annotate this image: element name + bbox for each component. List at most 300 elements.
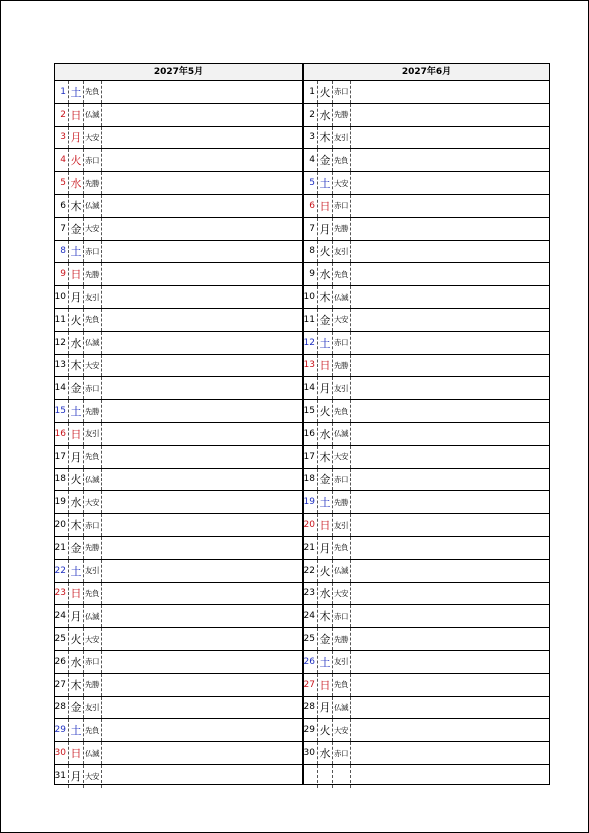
weekday: 木 xyxy=(69,674,84,696)
memo-cell[interactable] xyxy=(351,195,549,217)
rokuyo: 大安 xyxy=(84,765,102,788)
memo-cell[interactable] xyxy=(351,172,549,194)
rokuyo: 先勝 xyxy=(333,491,351,513)
memo-cell[interactable] xyxy=(351,446,549,468)
day-row xyxy=(55,81,302,104)
day-number: 6 xyxy=(55,195,69,217)
day-number: 5 xyxy=(304,172,318,194)
weekday: 水 xyxy=(318,423,333,445)
rokuyo: 友引 xyxy=(333,241,351,263)
weekday: 月 xyxy=(318,377,333,399)
day-number: 2 xyxy=(304,104,318,126)
rokuyo: 先負 xyxy=(84,309,102,331)
day-row xyxy=(304,628,549,651)
memo-cell[interactable] xyxy=(102,104,302,126)
rokuyo: 赤口 xyxy=(333,469,351,491)
day-row xyxy=(304,674,549,697)
memo-cell[interactable] xyxy=(102,332,302,354)
day-number: 10 xyxy=(55,286,69,308)
weekday: 火 xyxy=(69,309,84,331)
rokuyo: 大安 xyxy=(84,628,102,650)
day-row xyxy=(304,560,549,583)
rokuyo: 赤口 xyxy=(84,377,102,399)
weekday: 水 xyxy=(69,651,84,673)
day-row xyxy=(304,332,549,355)
day-number: 13 xyxy=(55,355,69,377)
weekday: 火 xyxy=(318,719,333,741)
rokuyo: 赤口 xyxy=(84,149,102,171)
day-number: 11 xyxy=(304,309,318,331)
weekday: 土 xyxy=(318,491,333,513)
month-title: 2027年5月 xyxy=(55,64,302,81)
rokuyo: 先負 xyxy=(84,446,102,468)
day-number: 24 xyxy=(55,605,69,627)
weekday: 月 xyxy=(69,605,84,627)
rokuyo: 赤口 xyxy=(333,742,351,764)
rokuyo: 大安 xyxy=(333,172,351,194)
day-row xyxy=(304,719,549,742)
rokuyo: 先勝 xyxy=(84,674,102,696)
day-row xyxy=(55,560,302,583)
memo-cell[interactable] xyxy=(102,127,302,149)
day-row xyxy=(55,355,302,378)
memo-cell[interactable] xyxy=(351,514,549,536)
weekday: 金 xyxy=(69,537,84,559)
day-row xyxy=(304,537,549,560)
memo-cell[interactable] xyxy=(102,377,302,399)
rokuyo: 先勝 xyxy=(333,628,351,650)
memo-cell[interactable] xyxy=(351,537,549,559)
day-number: 14 xyxy=(55,377,69,399)
day-row xyxy=(55,446,302,469)
rokuyo: 友引 xyxy=(84,697,102,719)
memo-cell[interactable] xyxy=(102,651,302,673)
weekday: 月 xyxy=(69,765,84,788)
day-number: 15 xyxy=(55,400,69,422)
day-row xyxy=(55,218,302,241)
memo-cell[interactable] xyxy=(102,765,302,788)
day-row xyxy=(55,469,302,492)
day-row xyxy=(304,81,549,104)
weekday: 火 xyxy=(318,241,333,263)
day-number: 3 xyxy=(304,127,318,149)
day-row xyxy=(304,195,549,218)
day-number: 3 xyxy=(55,127,69,149)
day-row xyxy=(304,697,549,720)
rokuyo: 先勝 xyxy=(84,172,102,194)
day-number: 6 xyxy=(304,195,318,217)
day-number: 12 xyxy=(55,332,69,354)
day-row xyxy=(55,195,302,218)
day-row xyxy=(304,651,549,674)
day-row xyxy=(55,514,302,537)
rokuyo: 先負 xyxy=(84,81,102,103)
rokuyo: 仏滅 xyxy=(333,697,351,719)
day-row xyxy=(55,583,302,606)
day-row xyxy=(304,263,549,286)
month-may xyxy=(55,64,302,784)
rokuyo: 先勝 xyxy=(84,400,102,422)
day-row xyxy=(55,172,302,195)
memo-cell[interactable] xyxy=(351,332,549,354)
weekday: 火 xyxy=(318,400,333,422)
weekday: 日 xyxy=(318,674,333,696)
memo-cell[interactable] xyxy=(102,583,302,605)
rokuyo: 友引 xyxy=(84,286,102,308)
day-number: 19 xyxy=(55,491,69,513)
memo-cell[interactable] xyxy=(102,446,302,468)
day-row xyxy=(304,605,549,628)
day-row xyxy=(55,605,302,628)
day-number xyxy=(304,765,318,788)
weekday: 木 xyxy=(318,605,333,627)
memo-cell[interactable] xyxy=(351,81,549,103)
rokuyo: 友引 xyxy=(84,560,102,582)
rokuyo: 先負 xyxy=(333,263,351,285)
rokuyo: 先負 xyxy=(333,149,351,171)
memo-cell[interactable] xyxy=(351,697,549,719)
memo-cell[interactable] xyxy=(351,765,549,788)
memo-cell[interactable] xyxy=(102,605,302,627)
day-row xyxy=(55,127,302,150)
memo-cell[interactable] xyxy=(102,423,302,445)
memo-cell[interactable] xyxy=(102,742,302,764)
day-number: 25 xyxy=(55,628,69,650)
memo-cell[interactable] xyxy=(102,560,302,582)
day-number: 4 xyxy=(304,149,318,171)
day-row xyxy=(55,400,302,423)
weekday: 火 xyxy=(318,560,333,582)
weekday: 月 xyxy=(318,537,333,559)
day-number: 20 xyxy=(55,514,69,536)
memo-cell[interactable] xyxy=(351,218,549,240)
day-number: 13 xyxy=(304,355,318,377)
day-row xyxy=(304,400,549,423)
day-row xyxy=(55,674,302,697)
weekday: 水 xyxy=(69,491,84,513)
day-number: 7 xyxy=(55,218,69,240)
weekday: 土 xyxy=(69,241,84,263)
rokuyo: 先勝 xyxy=(333,355,351,377)
day-number: 19 xyxy=(304,491,318,513)
day-number: 14 xyxy=(304,377,318,399)
weekday: 火 xyxy=(69,469,84,491)
day-number: 16 xyxy=(55,423,69,445)
weekday: 水 xyxy=(69,332,84,354)
day-number: 17 xyxy=(55,446,69,468)
weekday: 金 xyxy=(69,218,84,240)
weekday: 月 xyxy=(69,286,84,308)
day-number: 5 xyxy=(55,172,69,194)
weekday: 土 xyxy=(69,81,84,103)
memo-cell[interactable] xyxy=(102,149,302,171)
day-row xyxy=(304,127,549,150)
day-number: 31 xyxy=(55,765,69,788)
day-number: 24 xyxy=(304,605,318,627)
day-row xyxy=(55,491,302,514)
weekday: 日 xyxy=(69,104,84,126)
day-row xyxy=(55,651,302,674)
memo-cell[interactable] xyxy=(102,491,302,513)
memo-cell[interactable] xyxy=(102,514,302,536)
rokuyo: 大安 xyxy=(84,218,102,240)
day-row xyxy=(304,286,549,309)
day-number: 9 xyxy=(55,263,69,285)
memo-cell[interactable] xyxy=(351,104,549,126)
memo-cell[interactable] xyxy=(102,309,302,331)
day-row xyxy=(304,742,549,765)
day-number: 12 xyxy=(304,332,318,354)
day-number: 30 xyxy=(304,742,318,764)
day-number: 8 xyxy=(304,241,318,263)
memo-cell[interactable] xyxy=(351,127,549,149)
day-row xyxy=(304,491,549,514)
memo-cell[interactable] xyxy=(351,628,549,650)
weekday: 火 xyxy=(318,81,333,103)
day-row xyxy=(55,628,302,651)
day-number: 11 xyxy=(55,309,69,331)
memo-cell[interactable] xyxy=(351,560,549,582)
rokuyo: 友引 xyxy=(333,377,351,399)
weekday: 土 xyxy=(69,719,84,741)
day-number: 4 xyxy=(55,149,69,171)
day-row xyxy=(304,514,549,537)
day-row xyxy=(304,469,549,492)
memo-cell[interactable] xyxy=(351,651,549,673)
day-row xyxy=(55,537,302,560)
day-row xyxy=(55,309,302,332)
day-row xyxy=(55,423,302,446)
rokuyo: 先勝 xyxy=(84,537,102,559)
weekday: 日 xyxy=(318,355,333,377)
day-number: 1 xyxy=(304,81,318,103)
rokuyo: 友引 xyxy=(333,651,351,673)
rokuyo: 仏滅 xyxy=(84,195,102,217)
day-row xyxy=(55,263,302,286)
day-number: 21 xyxy=(304,537,318,559)
rokuyo: 大安 xyxy=(333,309,351,331)
weekday: 日 xyxy=(69,263,84,285)
memo-cell[interactable] xyxy=(351,263,549,285)
day-number: 28 xyxy=(55,697,69,719)
rokuyo: 赤口 xyxy=(84,514,102,536)
rokuyo: 仏滅 xyxy=(84,104,102,126)
month-title: 2027年6月 xyxy=(304,64,549,81)
rokuyo: 友引 xyxy=(333,127,351,149)
memo-cell[interactable] xyxy=(102,218,302,240)
memo-cell[interactable] xyxy=(351,355,549,377)
weekday: 水 xyxy=(318,583,333,605)
weekday: 火 xyxy=(69,149,84,171)
day-row xyxy=(304,446,549,469)
day-number: 1 xyxy=(55,81,69,103)
memo-cell[interactable] xyxy=(351,742,549,764)
day-row xyxy=(304,309,549,332)
rokuyo: 仏滅 xyxy=(84,332,102,354)
weekday: 木 xyxy=(69,195,84,217)
rokuyo: 赤口 xyxy=(84,241,102,263)
rokuyo: 仏滅 xyxy=(84,605,102,627)
weekday: 土 xyxy=(318,651,333,673)
memo-cell[interactable] xyxy=(102,537,302,559)
day-row xyxy=(55,104,302,127)
day-row xyxy=(55,765,302,788)
weekday: 金 xyxy=(318,469,333,491)
day-number: 25 xyxy=(304,628,318,650)
rokuyo: 先負 xyxy=(333,400,351,422)
memo-cell[interactable] xyxy=(351,719,549,741)
rokuyo: 赤口 xyxy=(333,332,351,354)
day-number: 2 xyxy=(55,104,69,126)
day-row xyxy=(304,377,549,400)
weekday: 日 xyxy=(318,195,333,217)
weekday: 金 xyxy=(69,697,84,719)
day-number: 23 xyxy=(55,583,69,605)
weekday: 木 xyxy=(69,355,84,377)
rokuyo: 先負 xyxy=(333,537,351,559)
rokuyo: 大安 xyxy=(84,355,102,377)
day-row xyxy=(304,583,549,606)
memo-cell[interactable] xyxy=(351,309,549,331)
day-number: 9 xyxy=(304,263,318,285)
day-number: 26 xyxy=(304,651,318,673)
day-number: 22 xyxy=(55,560,69,582)
weekday: 月 xyxy=(318,697,333,719)
day-number: 18 xyxy=(55,469,69,491)
memo-cell[interactable] xyxy=(102,81,302,103)
weekday: 土 xyxy=(318,172,333,194)
memo-cell[interactable] xyxy=(351,241,549,263)
weekday xyxy=(318,765,333,788)
day-row xyxy=(304,218,549,241)
day-number: 22 xyxy=(304,560,318,582)
memo-cell[interactable] xyxy=(351,400,549,422)
weekday: 日 xyxy=(318,514,333,536)
day-number: 17 xyxy=(304,446,318,468)
rokuyo xyxy=(333,765,351,788)
memo-cell[interactable] xyxy=(351,491,549,513)
day-row xyxy=(55,286,302,309)
rokuyo: 先勝 xyxy=(333,104,351,126)
memo-cell[interactable] xyxy=(351,605,549,627)
weekday: 木 xyxy=(318,127,333,149)
weekday: 月 xyxy=(318,218,333,240)
day-row xyxy=(304,355,549,378)
weekday: 木 xyxy=(318,446,333,468)
weekday: 日 xyxy=(69,423,84,445)
day-number: 29 xyxy=(55,719,69,741)
memo-cell[interactable] xyxy=(102,400,302,422)
memo-cell[interactable] xyxy=(102,172,302,194)
memo-cell[interactable] xyxy=(102,674,302,696)
rokuyo: 大安 xyxy=(333,719,351,741)
day-row xyxy=(55,377,302,400)
weekday: 木 xyxy=(69,514,84,536)
day-number: 10 xyxy=(304,286,318,308)
memo-cell[interactable] xyxy=(102,355,302,377)
memo-cell[interactable] xyxy=(102,195,302,217)
day-number: 27 xyxy=(304,674,318,696)
weekday: 木 xyxy=(318,286,333,308)
rokuyo: 先負 xyxy=(84,583,102,605)
month-june xyxy=(302,64,549,784)
rokuyo: 赤口 xyxy=(84,651,102,673)
rokuyo: 大安 xyxy=(333,446,351,468)
rokuyo: 大安 xyxy=(84,127,102,149)
day-number: 29 xyxy=(304,719,318,741)
memo-cell[interactable] xyxy=(102,286,302,308)
rokuyo: 大安 xyxy=(84,491,102,513)
rokuyo: 仏滅 xyxy=(333,423,351,445)
memo-cell[interactable] xyxy=(351,149,549,171)
memo-cell[interactable] xyxy=(102,241,302,263)
day-row xyxy=(304,765,549,788)
calendar-table xyxy=(54,63,550,785)
memo-cell[interactable] xyxy=(351,469,549,491)
day-row xyxy=(55,241,302,264)
day-number: 18 xyxy=(304,469,318,491)
weekday: 火 xyxy=(69,628,84,650)
weekday: 水 xyxy=(69,172,84,194)
rokuyo: 赤口 xyxy=(333,81,351,103)
day-number: 20 xyxy=(304,514,318,536)
day-row xyxy=(55,742,302,765)
weekday: 水 xyxy=(318,104,333,126)
rokuyo: 仏滅 xyxy=(333,286,351,308)
day-row xyxy=(55,697,302,720)
day-number: 28 xyxy=(304,697,318,719)
memo-cell[interactable] xyxy=(351,377,549,399)
day-row xyxy=(304,149,549,172)
memo-cell[interactable] xyxy=(102,469,302,491)
weekday: 金 xyxy=(318,628,333,650)
day-number: 7 xyxy=(304,218,318,240)
day-row xyxy=(304,241,549,264)
day-number: 15 xyxy=(304,400,318,422)
memo-cell[interactable] xyxy=(102,628,302,650)
rokuyo: 友引 xyxy=(84,423,102,445)
weekday: 金 xyxy=(69,377,84,399)
weekday: 水 xyxy=(318,263,333,285)
day-row xyxy=(304,423,549,446)
rokuyo: 先勝 xyxy=(84,263,102,285)
weekday: 水 xyxy=(318,742,333,764)
weekday: 金 xyxy=(318,149,333,171)
rokuyo: 赤口 xyxy=(333,605,351,627)
weekday: 金 xyxy=(318,309,333,331)
day-number: 30 xyxy=(55,742,69,764)
memo-cell[interactable] xyxy=(102,719,302,741)
memo-cell[interactable] xyxy=(102,263,302,285)
rokuyo: 仏滅 xyxy=(333,560,351,582)
day-number: 23 xyxy=(304,583,318,605)
memo-cell[interactable] xyxy=(351,583,549,605)
day-number: 26 xyxy=(55,651,69,673)
day-row xyxy=(304,172,549,195)
weekday: 土 xyxy=(69,400,84,422)
day-number: 27 xyxy=(55,674,69,696)
memo-cell[interactable] xyxy=(102,697,302,719)
memo-cell[interactable] xyxy=(351,674,549,696)
memo-cell[interactable] xyxy=(351,423,549,445)
weekday: 土 xyxy=(318,332,333,354)
rokuyo: 大安 xyxy=(333,583,351,605)
rokuyo: 赤口 xyxy=(333,195,351,217)
memo-cell[interactable] xyxy=(351,286,549,308)
day-row xyxy=(55,332,302,355)
day-row xyxy=(304,104,549,127)
weekday: 月 xyxy=(69,446,84,468)
